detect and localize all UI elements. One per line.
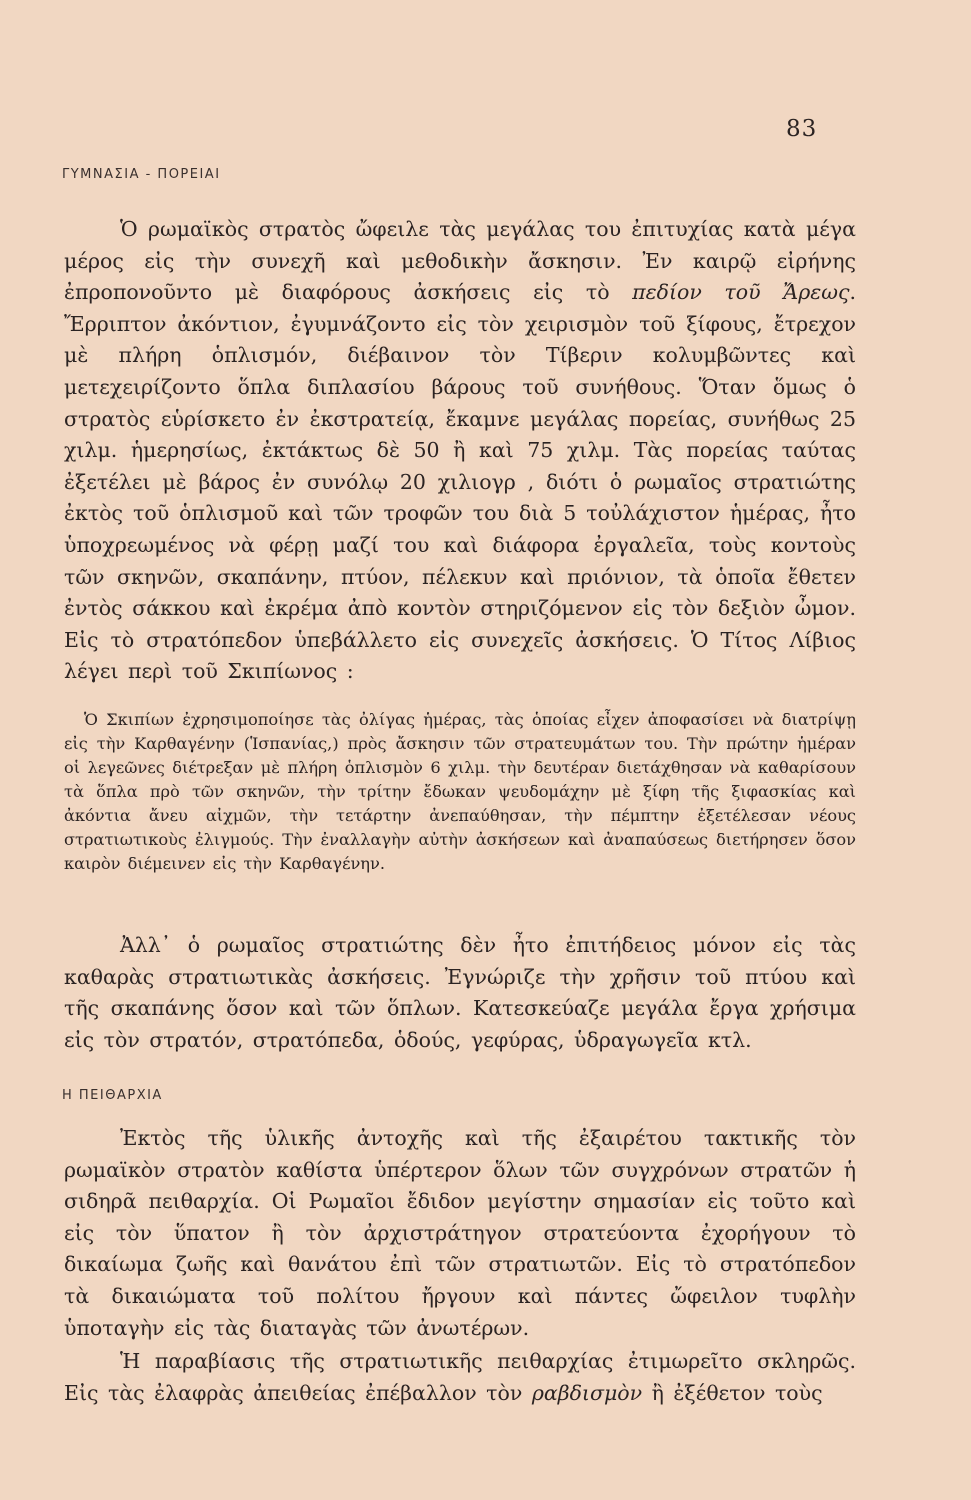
paragraph-training: Ὁ ρωμαϊκὸς στρατὸς ὤφειλε τὰς μεγάλας του ἐπιτυχίας κατὰ μέγα μέρος εἰς τὴν συνεχῆ καὶ μεθοδικὴν ἄσκησιν. Ἐν καιρῷ εἰρήνης ἐπροπονοῦντο μὲ διαφόρους ἀσκήσεις εἰς τὸ πεδίον τοῦ Ἄρεως. Ἔρριπτον ἀκόντιον, ἐγυμνάζοντο εἰς τὸν χειρισμὸν τοῦ ξίφους, ἔτρεχον μὲ πλήρη ὁπλισμόν, διέβαινον τὸν Τίβεριν κολυμβῶντες καὶ μετεχειρίζοντο ὅπλα διπλασίου βάρους τοῦ συνήθους. Ὅταν ὅμως ὁ στρατὸς εὑρίσκετο ἐν ἐκστρατείᾳ, ἔκαμνε μεγάλας πορείας, συνήθως 25 χιλμ. ἡμερησίως, ἐκτάκτως δὲ 50 ἢ καὶ 75 χιλμ. Τὰς πορείας ταύτας ἐξετέλει μὲ βάρος ἐν συνόλῳ 20 χιλιογρ , διότι ὁ ρωμαῖος στρατιώτης ἐκτὸς τοῦ ὁπλισμοῦ καὶ τῶν τροφῶν του διὰ 5 τοὐλάχιστον ἡμέρας, ἦτο ὑποχρεωμένος νὰ φέρῃ μαζί του καὶ διάφορα ἐργαλεῖα, τοὺς κοντοὺς τῶν σκηνῶν, σκαπάνην, πτύον, πέλεκυν καὶ πριόνιον, τὰ ὁποῖα ἔθετεν ἐντὸς σάκκου καὶ ἐκρέμα ἀπὸ κοντὸν στηριζόμενον εἰς τὸν δεξιὸν ὦμον. Εἰς τὸ στρατόπεδον ὑπεβάλλετο εἰς συνεχεῖς ἀσκήσεις. Ὁ Τίτος Λίβιος λέγει περὶ τοῦ Σκιπίωνος :	[64, 217, 856, 684]
livy-quote-block	[64, 708, 856, 876]
italic-flogging: ραβδισμὸν	[531, 1380, 643, 1405]
paragraph-discipline: Ἐκτὸς τῆς ὑλικῆς ἀντοχῆς καὶ τῆς ἐξαιρέτου τακτικῆς τὸν ρωμαϊκὸν στρατὸν καθίστα ὑπέρτερον ὅλων τῶν συγχρόνων στρατῶν ἡ σιδηρᾶ πειθαρχία. Οἱ Ρωμαῖοι ἔδιδον μεγίστην σημασίαν εἰς τοῦτο καὶ εἰς τὸν ὕπατον ἢ τὸν ἀρχιστράτηγον στρατεύοντα ἐχορήγουν τὸ δικαίωμα ζωῆς καὶ θανάτου ἐπὶ τῶν στρατιωτῶν. Εἰς τὸ στρατόπεδον τὰ δικαιώματα τοῦ πολίτου ἤργουν καὶ πάντες ὤφειλον τυφλὴν ὑποταγὴν εἰς τὰς διαταγὰς τῶν ἀνωτέρων.	[64, 1126, 856, 1340]
section-heading-exercises: ΓΥΜΝΑΣΙΑ - ΠΟΡΕΙΑΙ	[62, 167, 221, 182]
livy-quote: Ὁ Σκιπίων ἐχρησιμοποίησε τὰς ὀλίγας ἡμέρας, τὰς ὁποίας εἶχεν ἀποφασίσει νὰ διατρίψῃ εἰς τὴν Καρθαγένην (Ἱσπανίας,) πρὸς ἄσκησιν τῶν στρατευμάτων του. Τὴν πρώτην ἡμέραν οἱ λεγεῶνες διέτρεξαν μὲ πλήρη ὁπλισμὸν 6 χιλμ. τὴν δευτέραν διετάχθησαν νὰ καθαρίσουν τὰ ὅπλα πρὸ τῶν σκηνῶν, τὴν τρίτην ἔδωκαν ψευδομάχην μὲ ξίφη τῆς ξιφασκίας καὶ ἀκόντια ἄνευ αἰχμῶν, τὴν τετάρτην ἀνεπαύθησαν, τὴν πέμπτην ἐξετέλεσαν νέους στρατιωτικοὺς ἐλιγμούς. Τὴν ἐναλλαγὴν αὐτὴν ἀσκήσεων καὶ ἀναπαύσεως διετήρησεν ὅσον καιρὸν διέμεινεν εἰς τὴν Καρθαγένην.	[64, 710, 856, 873]
page-number: 83	[786, 116, 818, 142]
section-exercises-body	[64, 214, 856, 688]
section-discipline-body	[64, 1123, 856, 1409]
paragraph-engineering: Ἀλλ᾽ ὁ ρωμαῖος στρατιώτης δὲν ἦτο ἐπιτήδειος μόνον εἰς τὰς καθαρὰς στρατιωτικὰς ἀσκήσεις. Ἐγνώριζε τὴν χρῆσιν τοῦ πτύου καὶ τῆς σκαπάνης ὅσον καὶ τῶν ὅπλων. Κατεσκεύαζε μεγάλα ἔργα χρήσιμα εἰς τὸν στρατόν, στρατόπεδα, ὁδούς, γεφύρας, ὑδραγωγεῖα κτλ.	[64, 933, 856, 1052]
section-exercises-body-2	[64, 930, 856, 1056]
paragraph-punishment: Ἡ παραβίασις τῆς στρατιωτικῆς πειθαρχίας ἐτιμωρεῖτο σκληρῶς. Εἰς τὰς ἐλαφρὰς ἀπειθείας ἐπέβαλλον τὸν ραβδισμὸν ἢ ἐξέθετον τοὺς	[64, 1349, 856, 1405]
italic-field-of-ares: πεδίον τοῦ Ἄρεως	[632, 280, 850, 305]
section-heading-discipline: Η ΠΕΙΘΑΡΧΙΑ	[62, 1088, 163, 1103]
